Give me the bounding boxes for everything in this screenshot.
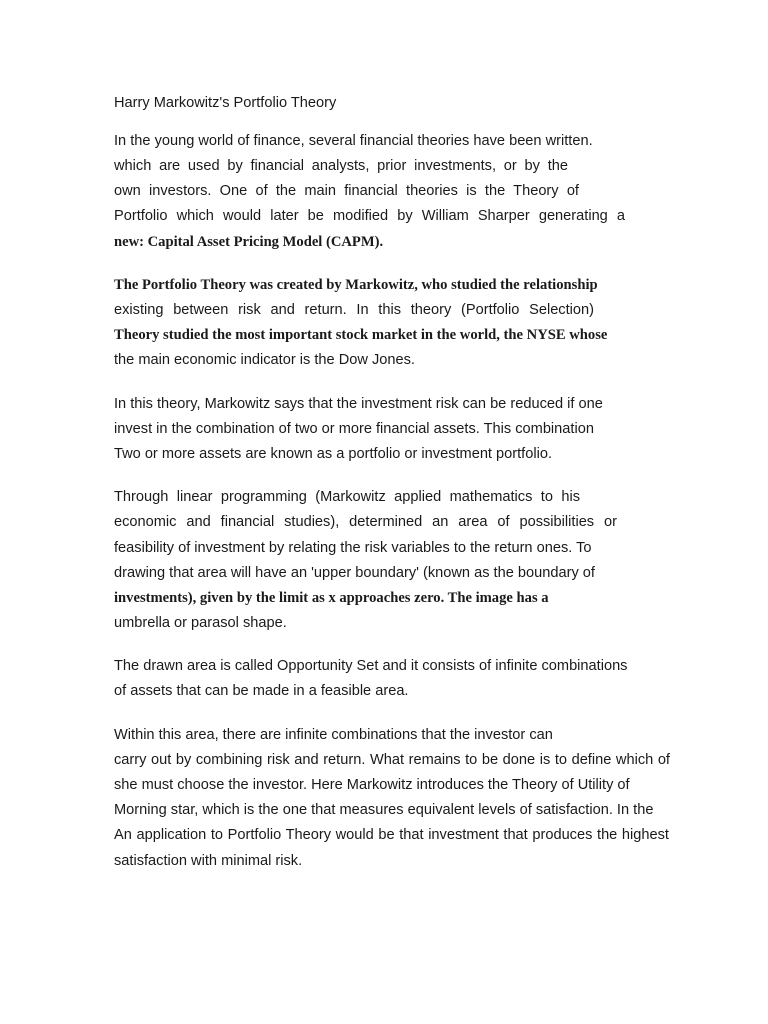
paragraph-2-line-2: existing between risk and return. In this theory (Portfolio Selection) xyxy=(114,302,594,318)
paragraph-6-line-3: she must choose the investor. Here Markowitz introduces the Theory of Utility of xyxy=(114,777,630,793)
paragraph-4-line-5: investments), given by the limit as x approaches zero. The image has a xyxy=(114,590,549,606)
paragraph-3-line-2: invest in the combination of two or more financial assets. This combination xyxy=(114,421,594,437)
paragraph-2-line-4: the main economic indicator is the Dow Jones. xyxy=(114,352,415,368)
paragraph-6-line-6: satisfaction with minimal risk. xyxy=(114,853,303,869)
paragraph-1-line-3: own investors. One of the main financial theories is the Theory of xyxy=(114,183,579,199)
paragraph-3-line-3: Two or more assets are known as a portfolio or investment portfolio. xyxy=(114,446,553,462)
paragraph-4-line-2: economic and financial studies), determined an area of possibilities or xyxy=(114,514,617,530)
paragraph-3-line-1: In this theory, Markowitz says that the investment risk can be reduced if one xyxy=(114,396,603,412)
paragraph-2-line-3: Theory studied the most important stock market in the world, the NYSE whose xyxy=(114,327,608,343)
paragraph-5-line-1: The drawn area is called Opportunity Set and it consists of infinite combinations xyxy=(114,658,628,674)
paragraph-6-line-5: An application to Portfolio Theory would be that investment that produces the highest xyxy=(114,827,669,843)
paragraph-4-line-1: Through linear programming (Markowitz applied mathematics to his xyxy=(114,489,580,505)
paragraph-4-line-4: drawing that area will have an 'upper boundary' (known as the boundary of xyxy=(114,565,595,581)
paragraph-1-line-5: new: Capital Asset Pricing Model (CAPM). xyxy=(114,234,384,250)
paragraph-6-line-4: Morning star, which is the one that measures equivalent levels of satisfaction. In the xyxy=(114,802,654,818)
paragraph-6-line-2: carry out by combining risk and return. What remains to be done is to define which of xyxy=(114,752,670,768)
paragraph-4-line-3: feasibility of investment by relating the risk variables to the return ones. To xyxy=(114,540,592,556)
paragraph-1-line-4: Portfolio which would later be modified by William Sharper generating a xyxy=(114,208,625,224)
document-title: Harry Markowitz's Portfolio Theory xyxy=(114,95,337,111)
paragraph-6-line-1: Within this area, there are infinite combinations that the investor can xyxy=(114,727,553,743)
paragraph-5-line-2: of assets that can be made in a feasible area. xyxy=(114,683,409,699)
paragraph-1-line-1: In the young world of finance, several financial theories have been written. xyxy=(114,133,593,149)
paragraph-1-line-2: which are used by financial analysts, prior investments, or by the xyxy=(114,158,568,174)
paragraph-2-line-1: The Portfolio Theory was created by Markowitz, who studied the relationship xyxy=(114,277,598,293)
paragraph-4-line-6: umbrella or parasol shape. xyxy=(114,615,287,631)
